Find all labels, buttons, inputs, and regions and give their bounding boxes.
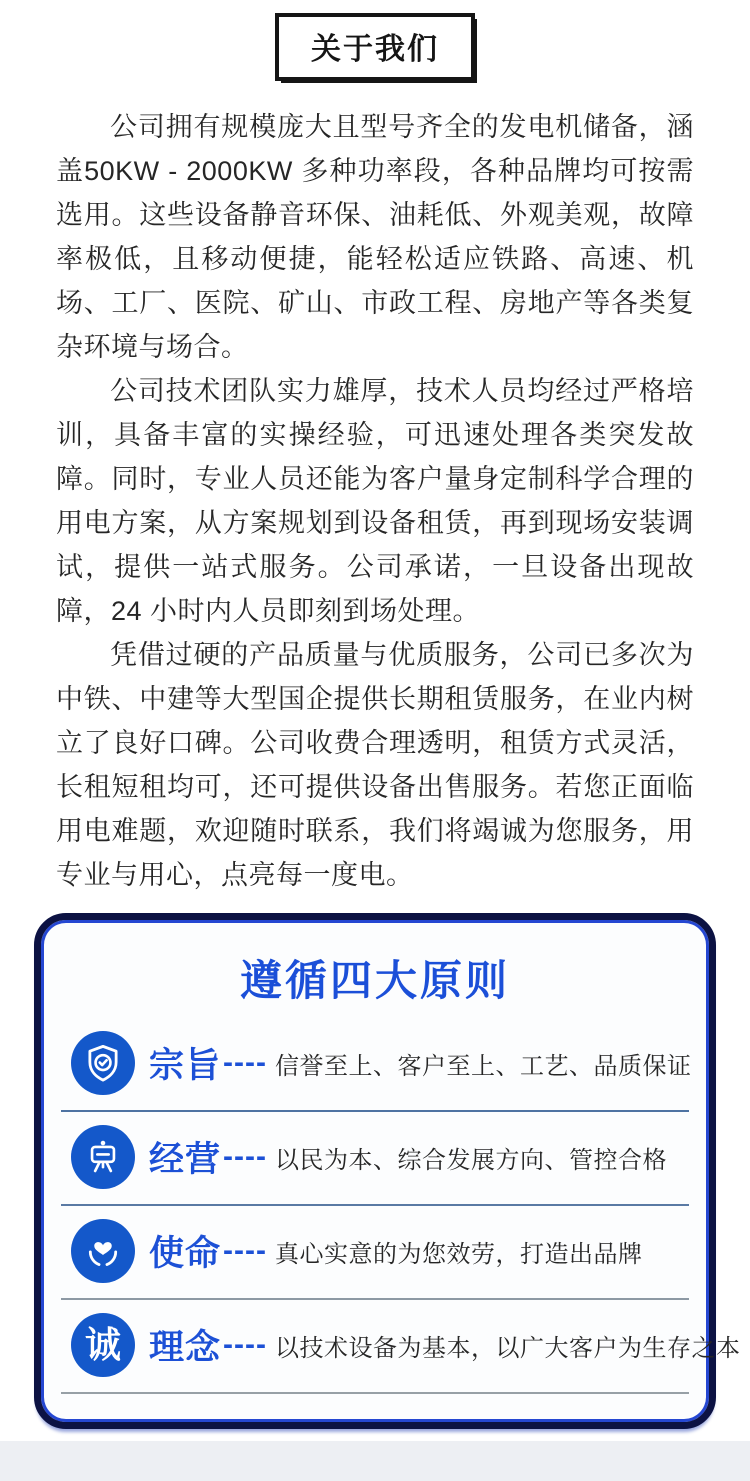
four-principles-panel: [34, 913, 741, 1429]
principle-text: 真心实意的为您效劳，打造出品牌: [274, 1240, 643, 1268]
principle-label: 宗旨: [149, 1046, 222, 1085]
principles-list: [55, 1018, 741, 1394]
about-section: [0, 81, 750, 897]
sincerity-character-icon: [71, 1313, 135, 1377]
principle-row-purpose: [61, 1018, 692, 1112]
page-bottom-strip: [0, 1441, 750, 1481]
label-dashes: ----: [223, 1328, 267, 1361]
about-paragraph-1: 公司拥有规模庞大且型号齐全的发电机储备，涵盖50KW - 2000KW 多种功率段，各种品牌均可按需选用。这些设备静音环保、油耗低、外观美观，故障率极低，且移动便捷，能轻松适应铁路、高速、机场、工厂、医院、矿山、市政工程、房地产等各类复杂环境与场合。: [56, 112, 694, 362]
page-title: 关于我们: [311, 33, 439, 66]
presentation-board-icon: [71, 1125, 135, 1189]
principle-text: 信誉至上、客户至上、工艺、品质保证: [274, 1052, 692, 1080]
principle-label: 经营: [149, 1140, 222, 1179]
principle-text: 以民为本、综合发展方向、管控合格: [274, 1146, 667, 1174]
principle-label: 理念: [149, 1328, 222, 1367]
label-dashes: ----: [223, 1234, 267, 1267]
principle-label: 使命: [149, 1234, 222, 1273]
label-dashes: ----: [223, 1046, 267, 1079]
sincerity-character: 诚: [84, 1324, 121, 1365]
about-paragraph-3: 凭借过硬的产品质量与优质服务，公司已多次为中铁、中建等大型国企提供长期租赁服务，在业内树立了良好口碑。公司收费合理透明，租赁方式灵活，长租短租均可，还可提供设备出售服务。若您正面临用电难题，欢迎随时联系，我们将竭诚为您服务，用专业与用心，点亮每一度电。: [56, 640, 694, 890]
label-dashes: ----: [223, 1140, 267, 1173]
heart-hands-icon: [71, 1219, 135, 1283]
about-paragraph-2: 公司技术团队实力雄厚，技术人员均经过严格培训，具备丰富的实操经验，可迅速处理各类突发故障。同时，专业人员还能为客户量身定制科学合理的用电方案，从方案规划到设备租赁，再到现场安装调试，提供一站式服务。公司承诺，一旦设备出现故障，24 小时内人员即刻到场处理。: [56, 376, 694, 626]
panel-title: 遵循四大原则: [239, 957, 510, 1004]
principle-row-mission: [61, 1206, 689, 1300]
principle-text: 以技术设备为基本，以广大客户为生存之本: [274, 1334, 741, 1362]
shield-check-icon: [71, 1031, 135, 1095]
principle-row-philosophy: [61, 1300, 741, 1394]
about-us-title-box: [275, 13, 475, 81]
principle-row-operation: [61, 1112, 689, 1206]
